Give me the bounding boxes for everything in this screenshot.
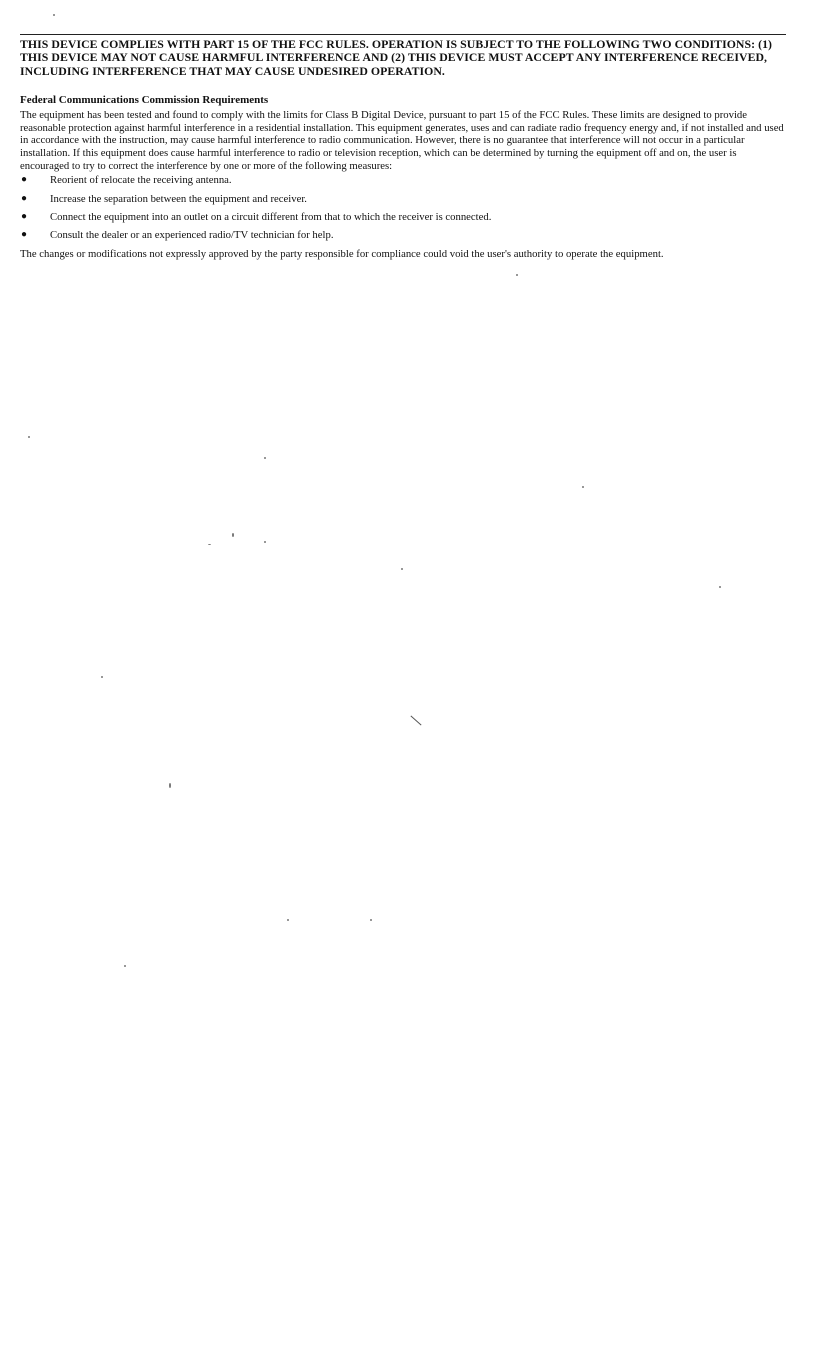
measures-list [20,174,786,242]
fcc-compliance-notice: THIS DEVICE COMPLIES WITH PART 15 OF THE FCC RULES. OPERATION IS SUBJECT TO THE FOLLOWING TWO CONDITIONS: (1) THIS DEVICE MAY NOT CAUSE HARMFUL INTERFERENCE AND (2) THIS DEVICE MUST ACCEPT ANY INTERFERENCE RECEIVED, INCLUDING INTERFERENCE THAT MAY CAUSE UNDESIRED OPERATION. [20,37,772,78]
scan-speck [516,274,518,276]
closing-statement: The changes or modifications not expressly approved by the party responsible for compliance could void the user's authority to operate the equipment. [20,247,664,260]
scan-speck [169,783,171,788]
bullet-icon: ● [21,192,28,204]
scan-speck [264,541,266,543]
scan-speck [582,486,584,488]
scan-speck [370,919,372,921]
scan-speck [719,586,721,588]
measure-text: Consult the dealer or an experienced radio/TV technician for help. [50,229,334,242]
scan-speck [208,544,211,545]
scan-speck [401,568,403,570]
scan-speck [101,676,103,678]
list-item [20,211,786,224]
scan-speck [53,14,55,16]
bullet-icon: ● [21,210,28,222]
scan-speck [28,436,30,438]
list-item [20,193,786,206]
section-heading: Federal Communications Commission Requirements [20,94,269,107]
scan-speck [124,965,126,967]
bullet-icon: ● [21,229,28,241]
bullet-icon: ● [21,174,28,186]
measure-text: Connect the equipment into an outlet on a circuit different from that to which the receiver is connected. [50,210,492,223]
scan-scratch [410,715,421,725]
scan-speck [232,533,234,537]
fcc-compliance-page [20,34,786,260]
section-body: The equipment has been tested and found to comply with the limits for Class B Digital Device, pursuant to part 15 of the FCC Rules. These limits are designed to provide reasonable protection against harmful interference in a residential installation. This equipment generates, uses and can radiate radio frequency energy and, if not installed and used in accordance with the instruction, may cause harmful interference to radio communication. However, there is no guarantee that interference will not occur in a particular installation. If this equipment does cause harmful interference to radio or television reception, which can be determined by turning the equipment off and on, the user is encouraged to try to correct the interference by one or more of the following measures: [20,109,784,172]
measure-text: Increase the separation between the equipment and receiver. [50,192,307,205]
measure-text: Reorient of relocate the receiving antenna. [50,174,232,187]
scan-speck [287,919,289,921]
scan-speck [264,457,266,459]
list-item [20,174,786,187]
list-item [20,229,786,242]
top-rule [20,34,786,35]
